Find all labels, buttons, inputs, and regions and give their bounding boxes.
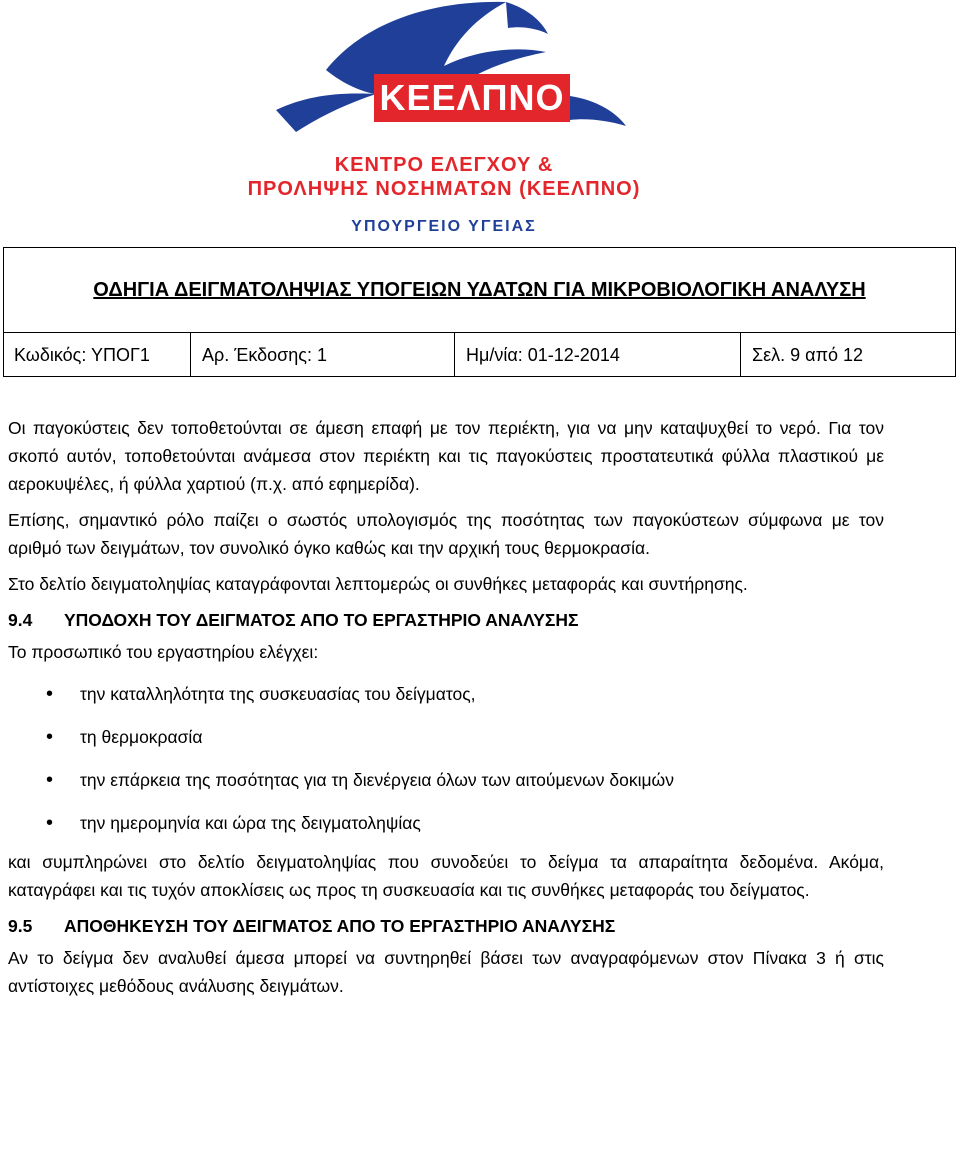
document-header xyxy=(3,247,956,377)
logo-line-2: ΠΡΟΛΗΨΗΣ ΝΟΣΗΜΑΤΩΝ (ΚΕΕΛΠΝΟ) xyxy=(247,178,641,200)
organization-logo xyxy=(176,0,712,246)
page-number: Σελ. 9 από 12 xyxy=(752,345,864,365)
paragraph-sampling-record: Στο δελτίο δειγματοληψίας καταγράφονται λεπτομερώς οι συνθήκες μεταφοράς και συντήρησης. xyxy=(8,574,748,594)
paragraph-lab-checks: Το προσωπικό του εργαστηρίου ελέγχει: xyxy=(8,642,319,662)
section-number: 9.5 xyxy=(8,916,33,936)
list-item: • την ημερομηνία και ώρα της δειγματοληψίας xyxy=(8,809,884,852)
logo-line-3: ΥΠΟΥΡΓΕΙΟ ΥΓΕΙΑΣ xyxy=(351,218,537,235)
section-heading-9-4 xyxy=(8,606,884,634)
paragraph-ice-quantity: Επίσης, σημαντικό ρόλο παίζει ο σωστός υπολογισμός της ποσότητας των παγοκύστεων σύμφωνα με τον αριθμό των δειγμάτων, τον συνολικό όγκο καθώς και την αρχική τους θερμοκρασία. xyxy=(8,510,884,558)
section-title: ΑΠΟΘΗΚΕΥΣΗ ΤΟΥ ΔΕΙΓΜΑΤΟΣ ΑΠΟ ΤΟ ΕΡΓΑΣΤΗΡΙΟ ΑΝΑΛΥΣΗΣ xyxy=(64,916,616,936)
document-code: Κωδικός: ΥΠΟΓ1 xyxy=(14,345,150,365)
logo-line-1: ΚΕΝΤΡΟ ΕΛΕΓΧΟΥ & xyxy=(334,154,554,176)
paragraph-record-completion: και συμπληρώνει στο δελτίο δειγματοληψίας που συνοδεύει το δείγμα τα απαραίτητα δεδομένα. Ακόμα, καταγράφει και τις τυχόν αποκλίσεις ως προς τη συσκευασία και τις συνθήκες μεταφοράς του δείγματος. xyxy=(8,852,884,900)
document-edition: Αρ. Έκδοσης: 1 xyxy=(202,345,327,365)
document-date: Ημ/νία: 01-12-2014 xyxy=(466,345,620,365)
document-meta-row xyxy=(4,333,955,377)
document-title: ΟΔΗΓΙΑ ΔΕΙΓΜΑΤΟΛΗΨΙΑΣ ΥΠΟΓΕΙΩΝ ΥΔΑΤΩΝ ΓΙΑ ΜΙΚΡΟΒΙΟΛΟΓΙΚΗ ΑΝΑΛΥΣΗ xyxy=(4,248,955,333)
list-item: • την επάρκεια της ποσότητας για τη διενέργεια όλων των αιτούμενων δοκιμών xyxy=(8,766,884,809)
checks-list xyxy=(8,680,884,852)
document-body xyxy=(8,414,884,1008)
section-number: 9.4 xyxy=(8,610,33,630)
list-item: • τη θερμοκρασία xyxy=(8,723,884,766)
list-item: • την καταλληλότητα της συσκευασίας του δείγματος, xyxy=(8,680,884,723)
section-title: ΥΠΟΔΟΧΗ ΤΟΥ ΔΕΙΓΜΑΤΟΣ ΑΠΟ ΤΟ ΕΡΓΑΣΤΗΡΙΟ ΑΝΑΛΥΣΗΣ xyxy=(64,610,579,630)
meta-divider xyxy=(740,333,741,377)
section-heading-9-5 xyxy=(8,912,884,940)
logo-name-badge: ΚΕΕΛΠΝΟ xyxy=(374,74,570,122)
dove-icon xyxy=(176,0,712,246)
meta-divider xyxy=(454,333,455,377)
meta-divider xyxy=(190,333,191,377)
paragraph-storage: Αν το δείγμα δεν αναλυθεί άμεσα μπορεί να συντηρηθεί βάσει των αναγραφόμενων στον Πίνακα 3 ή στις αντίστοιχες μεθόδους ανάλυσης δειγμάτων. xyxy=(8,948,884,996)
paragraph-ice-packs: Οι παγοκύστεις δεν τοποθετούνται σε άμεση επαφή με τον περιέκτη, για να μην καταψυχθεί το νερό. Για τον σκοπό αυτόν, τοποθετούνται ανάμεσα στον περιέκτη και τις παγοκύστεις προστατευτικά φύλλα πλαστικού με αεροκυψέλες, ή φύλλα χαρτιού (π.χ. από εφημερίδα). xyxy=(8,418,884,494)
